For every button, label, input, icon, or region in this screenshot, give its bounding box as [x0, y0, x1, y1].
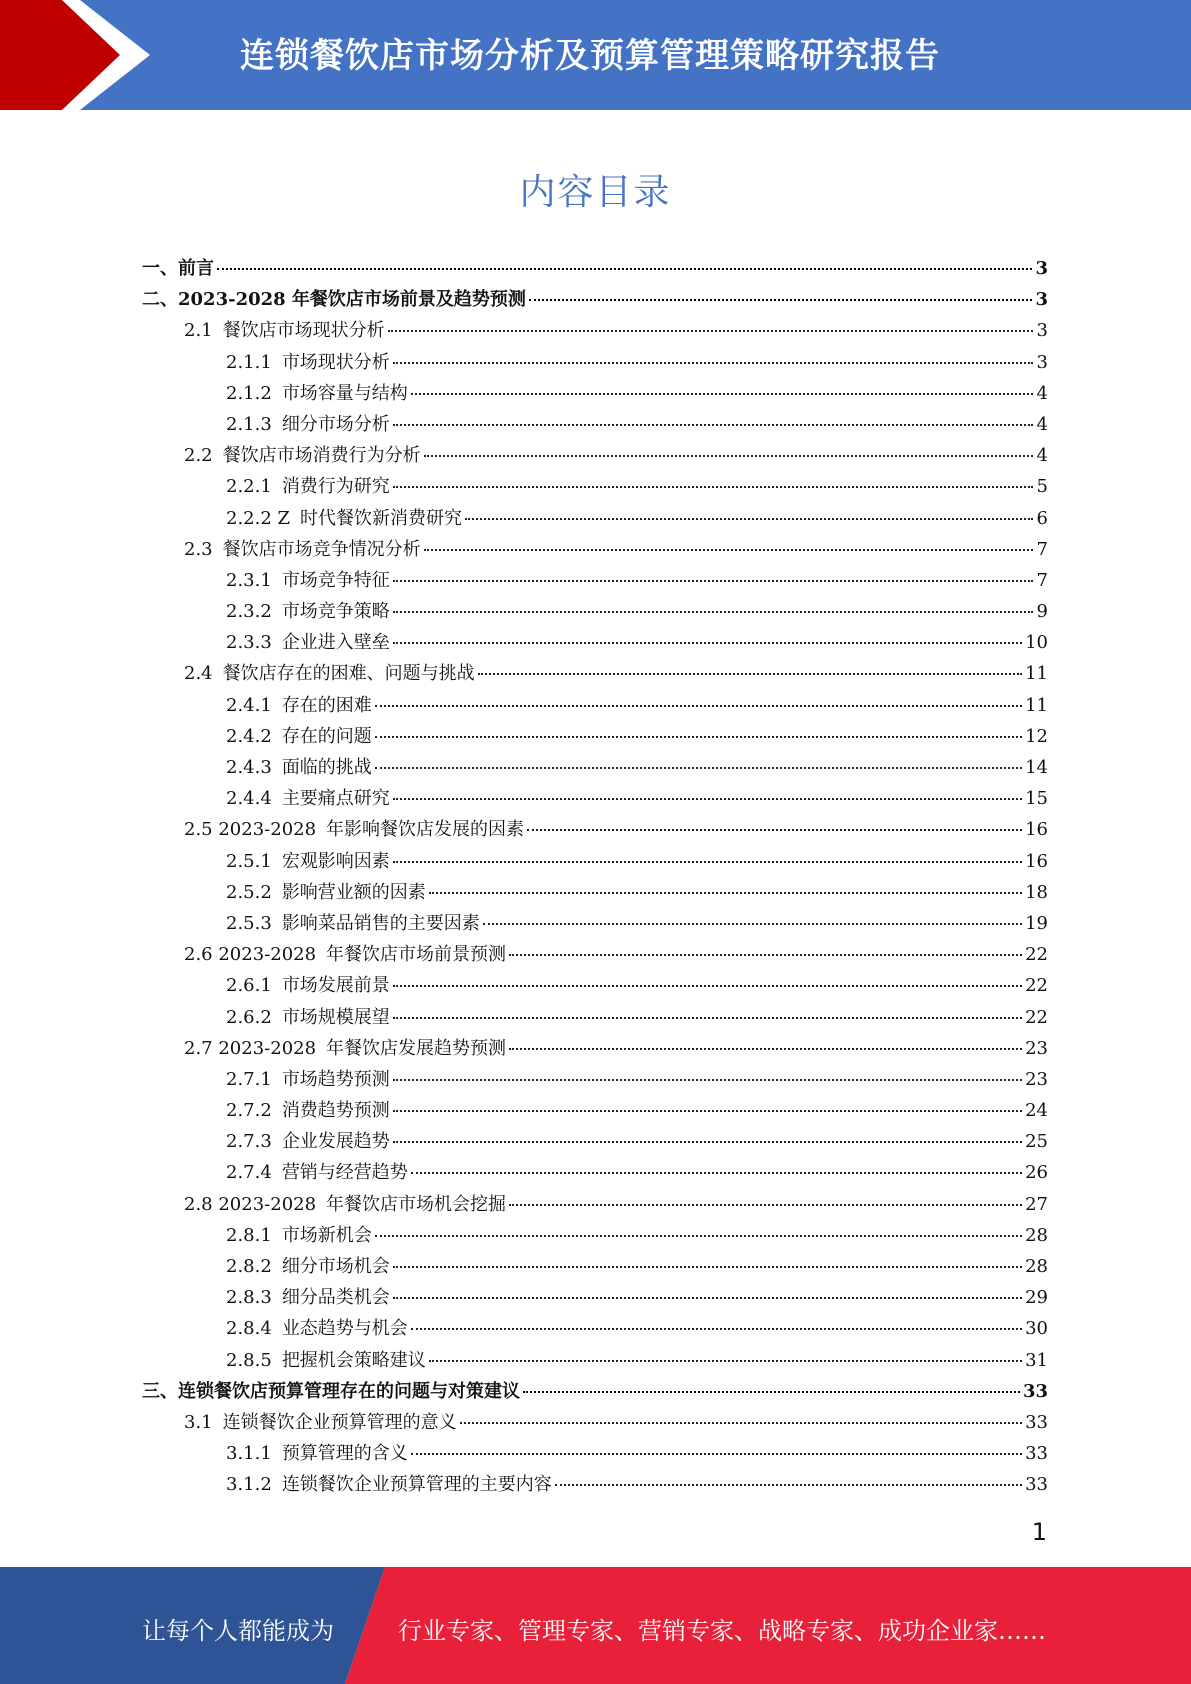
toc-entry[interactable]: [142, 971, 1048, 1002]
toc-entry[interactable]: [142, 1283, 1048, 1314]
toc-dot-leader: [393, 985, 1022, 987]
toc-dot-leader: [217, 268, 1032, 270]
toc-dot-leader: [393, 1017, 1022, 1019]
toc-entry-page: 3: [1036, 320, 1048, 342]
toc-entry-label: 主要痛点研究: [281, 788, 390, 810]
toc-entry-label: 市场现状分析: [281, 351, 390, 373]
report-title: 连锁餐饮店市场分析及预算管理策略研究报告: [240, 36, 940, 76]
toc-dot-leader: [375, 767, 1022, 769]
toc-entry-page: 3: [1035, 258, 1048, 279]
toc-entry[interactable]: [142, 410, 1048, 441]
toc-entry-number: 2.4.4: [226, 788, 272, 810]
toc-entry[interactable]: [142, 1127, 1048, 1158]
toc-entry-number: 2.4.3: [226, 757, 272, 778]
toc-entry[interactable]: [142, 1221, 1048, 1252]
toc-entry-number: 2.8.5: [226, 1349, 272, 1371]
toc-dot-leader: [465, 518, 1033, 520]
toc-entry-label: 细分市场分析: [281, 413, 390, 435]
toc-entry-number: 2.3.3: [226, 632, 272, 654]
toc-entry[interactable]: [142, 847, 1048, 878]
toc-dot-leader: [393, 486, 1033, 488]
toc-entry-page: 30: [1025, 1318, 1048, 1340]
toc-entry[interactable]: [142, 285, 1048, 316]
toc-dot-leader: [393, 362, 1033, 364]
toc-entry-page: 28: [1025, 1224, 1048, 1246]
toc-entry-page: 15: [1025, 788, 1048, 810]
toc-entry-label: 消费行为研究: [281, 476, 390, 498]
toc-entry-page: 18: [1025, 881, 1048, 903]
toc-dot-leader: [393, 1079, 1022, 1081]
toc-entry-page: 4: [1036, 382, 1048, 404]
toc-entry-number: 二、2023-2028 年餐饮店市场前景及趋势预测: [142, 289, 526, 311]
toc-entry-page: 12: [1025, 725, 1048, 747]
toc-dot-leader: [393, 642, 1022, 644]
toc-dot-leader: [411, 393, 1033, 395]
toc-entry-label: 市场竞争策略: [281, 601, 390, 623]
toc-entry-number: 2.2.1: [226, 476, 272, 498]
toc-entry-number: 2.3.1: [226, 569, 272, 591]
toc-entry[interactable]: [142, 348, 1048, 379]
toc-entry-label: 市场新机会: [281, 1224, 372, 1246]
toc-entry-label: 面临的挑战: [281, 757, 372, 778]
toc-entry[interactable]: [142, 691, 1048, 722]
toc-entry-label: 时代餐饮新消费研究: [300, 507, 463, 529]
toc-entry[interactable]: [142, 1003, 1048, 1034]
toc-dot-leader: [509, 1204, 1022, 1206]
toc-entry-number: 2.7 2023-2028: [184, 1037, 317, 1059]
toc-dot-leader: [429, 892, 1022, 894]
toc-entry[interactable]: [142, 1346, 1048, 1377]
toc-entry-page: 19: [1025, 912, 1048, 934]
toc-entry-number: 2.8.1: [226, 1224, 272, 1246]
toc-entry[interactable]: [142, 597, 1048, 628]
page-number: 1: [1031, 1518, 1047, 1546]
toc-entry-number: 2.5.1: [226, 850, 272, 872]
toc-entry[interactable]: [142, 722, 1048, 753]
toc-entry-label: 把握机会策略建议: [281, 1349, 426, 1371]
toc-entry[interactable]: [142, 1034, 1048, 1065]
toc-entry-page: 4: [1036, 445, 1048, 467]
toc-entry[interactable]: [142, 535, 1048, 566]
toc-entry[interactable]: [142, 940, 1048, 971]
toc-entry-page: 26: [1025, 1162, 1048, 1184]
toc-dot-leader: [460, 1422, 1022, 1424]
toc-entry-label: 餐饮店市场消费行为分析: [222, 445, 421, 467]
toc-entry-number: 三、连锁餐饮店预算管理存在的问题与对策建议: [142, 1380, 520, 1402]
toc-entry-page: 22: [1025, 1006, 1048, 1028]
toc-entry[interactable]: [142, 1470, 1048, 1501]
toc-entry-page: 23: [1025, 1068, 1048, 1090]
toc-entry-label: 市场发展前景: [281, 975, 390, 997]
toc-dot-leader: [483, 923, 1022, 925]
toc-entry-page: 22: [1025, 944, 1048, 966]
toc-entry-number: 2.2: [184, 445, 213, 467]
toc-entry-number: 2.2.2 Z: [226, 507, 291, 529]
toc-entry-page: 27: [1025, 1193, 1048, 1215]
toc-entry-page: 33: [1025, 1443, 1048, 1465]
toc-entry[interactable]: [142, 878, 1048, 909]
toc-dot-leader: [375, 736, 1022, 738]
toc-entry-page: 14: [1025, 757, 1048, 778]
toc-dot-leader: [411, 1453, 1022, 1455]
toc-dot-leader: [393, 1297, 1022, 1299]
toc-entry-label: 业态趋势与机会: [281, 1318, 408, 1340]
toc-entry-number: 2.7.1: [226, 1068, 272, 1090]
toc-entry-number: 2.8 2023-2028: [184, 1193, 317, 1215]
toc-dot-leader: [393, 798, 1022, 800]
toc-entry-label: 宏观影响因素: [281, 850, 390, 872]
toc-dot-leader: [393, 424, 1033, 426]
toc-entry-number: 2.4.2: [226, 725, 272, 747]
toc-dot-leader: [429, 1360, 1022, 1362]
toc-entry[interactable]: [142, 1314, 1048, 1345]
toc-dot-leader: [523, 1391, 1020, 1393]
toc-entry-page: 16: [1025, 850, 1048, 872]
toc-entry-label: 连锁餐饮企业预算管理的意义: [222, 1411, 457, 1433]
toc-entry-label: 年餐饮店市场机会挖掘: [326, 1193, 507, 1215]
toc-entry-number: 3.1: [184, 1411, 213, 1433]
toc-dot-leader: [375, 1235, 1022, 1237]
toc-entry-page: 10: [1025, 632, 1048, 654]
toc-entry[interactable]: [142, 1096, 1048, 1127]
toc-entry-page: 7: [1036, 569, 1048, 591]
toc-entry-label: 影响营业额的因素: [281, 881, 426, 903]
toc-dot-leader: [424, 549, 1033, 551]
toc-dot-leader: [527, 829, 1022, 831]
toc-entry-number: 2.6 2023-2028: [184, 944, 317, 966]
toc-entry-page: 3: [1035, 289, 1048, 311]
toc-entry-page: 29: [1025, 1287, 1048, 1309]
toc-entry-number: 2.7.3: [226, 1131, 272, 1153]
toc-entry-label: 营销与经营趋势: [281, 1162, 408, 1184]
toc-entry[interactable]: [142, 909, 1048, 940]
toc-entry-number: 2.1.1: [226, 351, 272, 373]
toc-entry-label: 存在的困难: [281, 694, 372, 716]
toc-entry-label: 企业发展趋势: [281, 1131, 390, 1153]
toc-entry[interactable]: [142, 1158, 1048, 1189]
toc-entry-label: 市场趋势预测: [281, 1068, 390, 1090]
toc-entry[interactable]: [142, 1190, 1048, 1221]
toc-dot-leader: [393, 580, 1033, 582]
toc-entry-page: 9: [1036, 601, 1048, 623]
toc-entry[interactable]: [142, 1377, 1048, 1408]
footer-slogan-left: 让每个人都能成为: [142, 1617, 334, 1645]
toc-entry-page: 33: [1025, 1474, 1048, 1496]
footer-band: [0, 1567, 1191, 1684]
toc-entry-number: 2.8.3: [226, 1287, 272, 1309]
toc-entry-number: 2.5.3: [226, 912, 272, 934]
toc-dot-leader: [411, 1172, 1022, 1174]
toc-entry-label: 餐饮店市场现状分析: [222, 320, 385, 342]
toc-entry-number: 2.8.4: [226, 1318, 272, 1340]
toc-entry[interactable]: [142, 566, 1048, 597]
footer-slogan-right: 行业专家、管理专家、营销专家、战略专家、成功企业家……: [398, 1617, 1046, 1645]
toc-entry-number: 2.8.2: [226, 1256, 272, 1277]
toc-entry-label: 年影响餐饮店发展的因素: [326, 819, 525, 841]
toc-entry-label: 影响菜品销售的主要因素: [281, 912, 480, 934]
toc-entry-number: 2.5.2: [226, 881, 272, 903]
toc-entry-page: 6: [1036, 507, 1048, 529]
toc-entry-page: 22: [1025, 975, 1048, 997]
toc-entry-number: 2.1.3: [226, 413, 272, 435]
toc-dot-leader: [375, 705, 1022, 707]
toc-entry-page: 33: [1025, 1411, 1048, 1433]
toc-entry-number: 2.5 2023-2028: [184, 819, 317, 841]
toc-entry-number: 2.7.2: [226, 1100, 272, 1122]
toc-entry[interactable]: [142, 504, 1048, 535]
toc-dot-leader: [411, 1328, 1022, 1330]
toc-entry-page: 23: [1025, 1037, 1048, 1059]
toc-entry-number: 2.6.1: [226, 975, 272, 997]
toc-dot-leader: [509, 954, 1022, 956]
toc-entry-label: 存在的问题: [281, 725, 372, 747]
toc-dot-leader: [529, 299, 1033, 301]
toc-entry-page: 5: [1036, 476, 1048, 498]
toc-entry-number: 2.4.1: [226, 694, 272, 716]
toc-entry-label: 餐饮店市场竞争情况分析: [222, 538, 421, 560]
toc-entry-page: 24: [1025, 1100, 1048, 1122]
toc-entry-number: 3.1.2: [226, 1474, 272, 1496]
toc-dot-leader: [393, 611, 1033, 613]
toc-entry[interactable]: [142, 441, 1048, 472]
toc-entry-label: 餐饮店存在的困难、问题与挑战: [222, 663, 475, 685]
toc-dot-leader: [424, 455, 1033, 457]
toc-entry-page: 25: [1025, 1131, 1048, 1153]
toc-entry[interactable]: [142, 254, 1048, 285]
toc-entry-label: 企业进入壁垒: [281, 632, 390, 654]
toc-entry[interactable]: [142, 379, 1048, 410]
toc-dot-leader: [388, 330, 1033, 332]
toc-dot-leader: [509, 1048, 1022, 1050]
toc-entry-page: 16: [1025, 819, 1048, 841]
toc-entry-number: 2.6.2: [226, 1006, 272, 1028]
toc-entry[interactable]: [142, 784, 1048, 815]
header-band: [0, 0, 1191, 110]
toc-entry-number: 2.7.4: [226, 1162, 272, 1184]
toc-entry[interactable]: [142, 628, 1048, 659]
page-title: 内容目录: [519, 172, 672, 213]
toc-dot-leader: [393, 1141, 1022, 1143]
toc-entry-number: 2.1.2: [226, 382, 272, 404]
toc-entry[interactable]: [142, 1252, 1048, 1283]
toc-entry-label: 细分市场机会: [281, 1256, 390, 1277]
toc-entry-page: 7: [1036, 538, 1048, 560]
toc-entry[interactable]: [142, 316, 1048, 347]
toc-entry[interactable]: [142, 753, 1048, 784]
toc-entry-label: 细分品类机会: [281, 1287, 390, 1309]
table-of-contents: [142, 254, 1048, 1502]
toc-entry-page: 4: [1036, 413, 1048, 435]
toc-entry-number: 2.3.2: [226, 601, 272, 623]
toc-entry-page: 11: [1025, 694, 1048, 716]
toc-entry-number: 2.4: [184, 663, 213, 685]
toc-entry-page: 3: [1036, 351, 1048, 373]
toc-dot-leader: [393, 1110, 1022, 1112]
toc-entry-page: 28: [1025, 1256, 1048, 1277]
toc-entry-number: 2.1: [184, 320, 213, 342]
toc-entry[interactable]: [142, 1408, 1048, 1439]
toc-entry-label: 年餐饮店市场前景预测: [326, 944, 507, 966]
toc-entry-page: 31: [1025, 1349, 1048, 1371]
toc-entry[interactable]: [142, 1065, 1048, 1096]
toc-entry-page: 11: [1025, 663, 1048, 685]
toc-entry-label: 消费趋势预测: [281, 1100, 390, 1122]
toc-entry-label: 连锁餐饮企业预算管理的主要内容: [281, 1474, 552, 1496]
toc-dot-leader: [393, 1266, 1022, 1268]
toc-entry-label: 市场规模展望: [281, 1006, 390, 1028]
toc-dot-leader: [555, 1484, 1022, 1486]
toc-entry-label: 市场容量与结构: [281, 382, 408, 404]
toc-entry-page: 33: [1022, 1380, 1048, 1402]
toc-entry[interactable]: [142, 472, 1048, 503]
toc-dot-leader: [393, 861, 1022, 863]
toc-entry-number: 2.3: [184, 538, 213, 560]
toc-dot-leader: [478, 673, 1022, 675]
toc-entry-number: 3.1.1: [226, 1443, 272, 1465]
toc-entry-label: 预算管理的含义: [281, 1443, 408, 1465]
toc-entry[interactable]: [142, 1439, 1048, 1470]
toc-entry-number: 一、前言: [142, 258, 214, 279]
toc-entry[interactable]: [142, 659, 1048, 690]
toc-entry-label: 市场竞争特征: [281, 569, 390, 591]
toc-entry[interactable]: [142, 815, 1048, 846]
toc-entry-label: 年餐饮店发展趋势预测: [326, 1037, 507, 1059]
